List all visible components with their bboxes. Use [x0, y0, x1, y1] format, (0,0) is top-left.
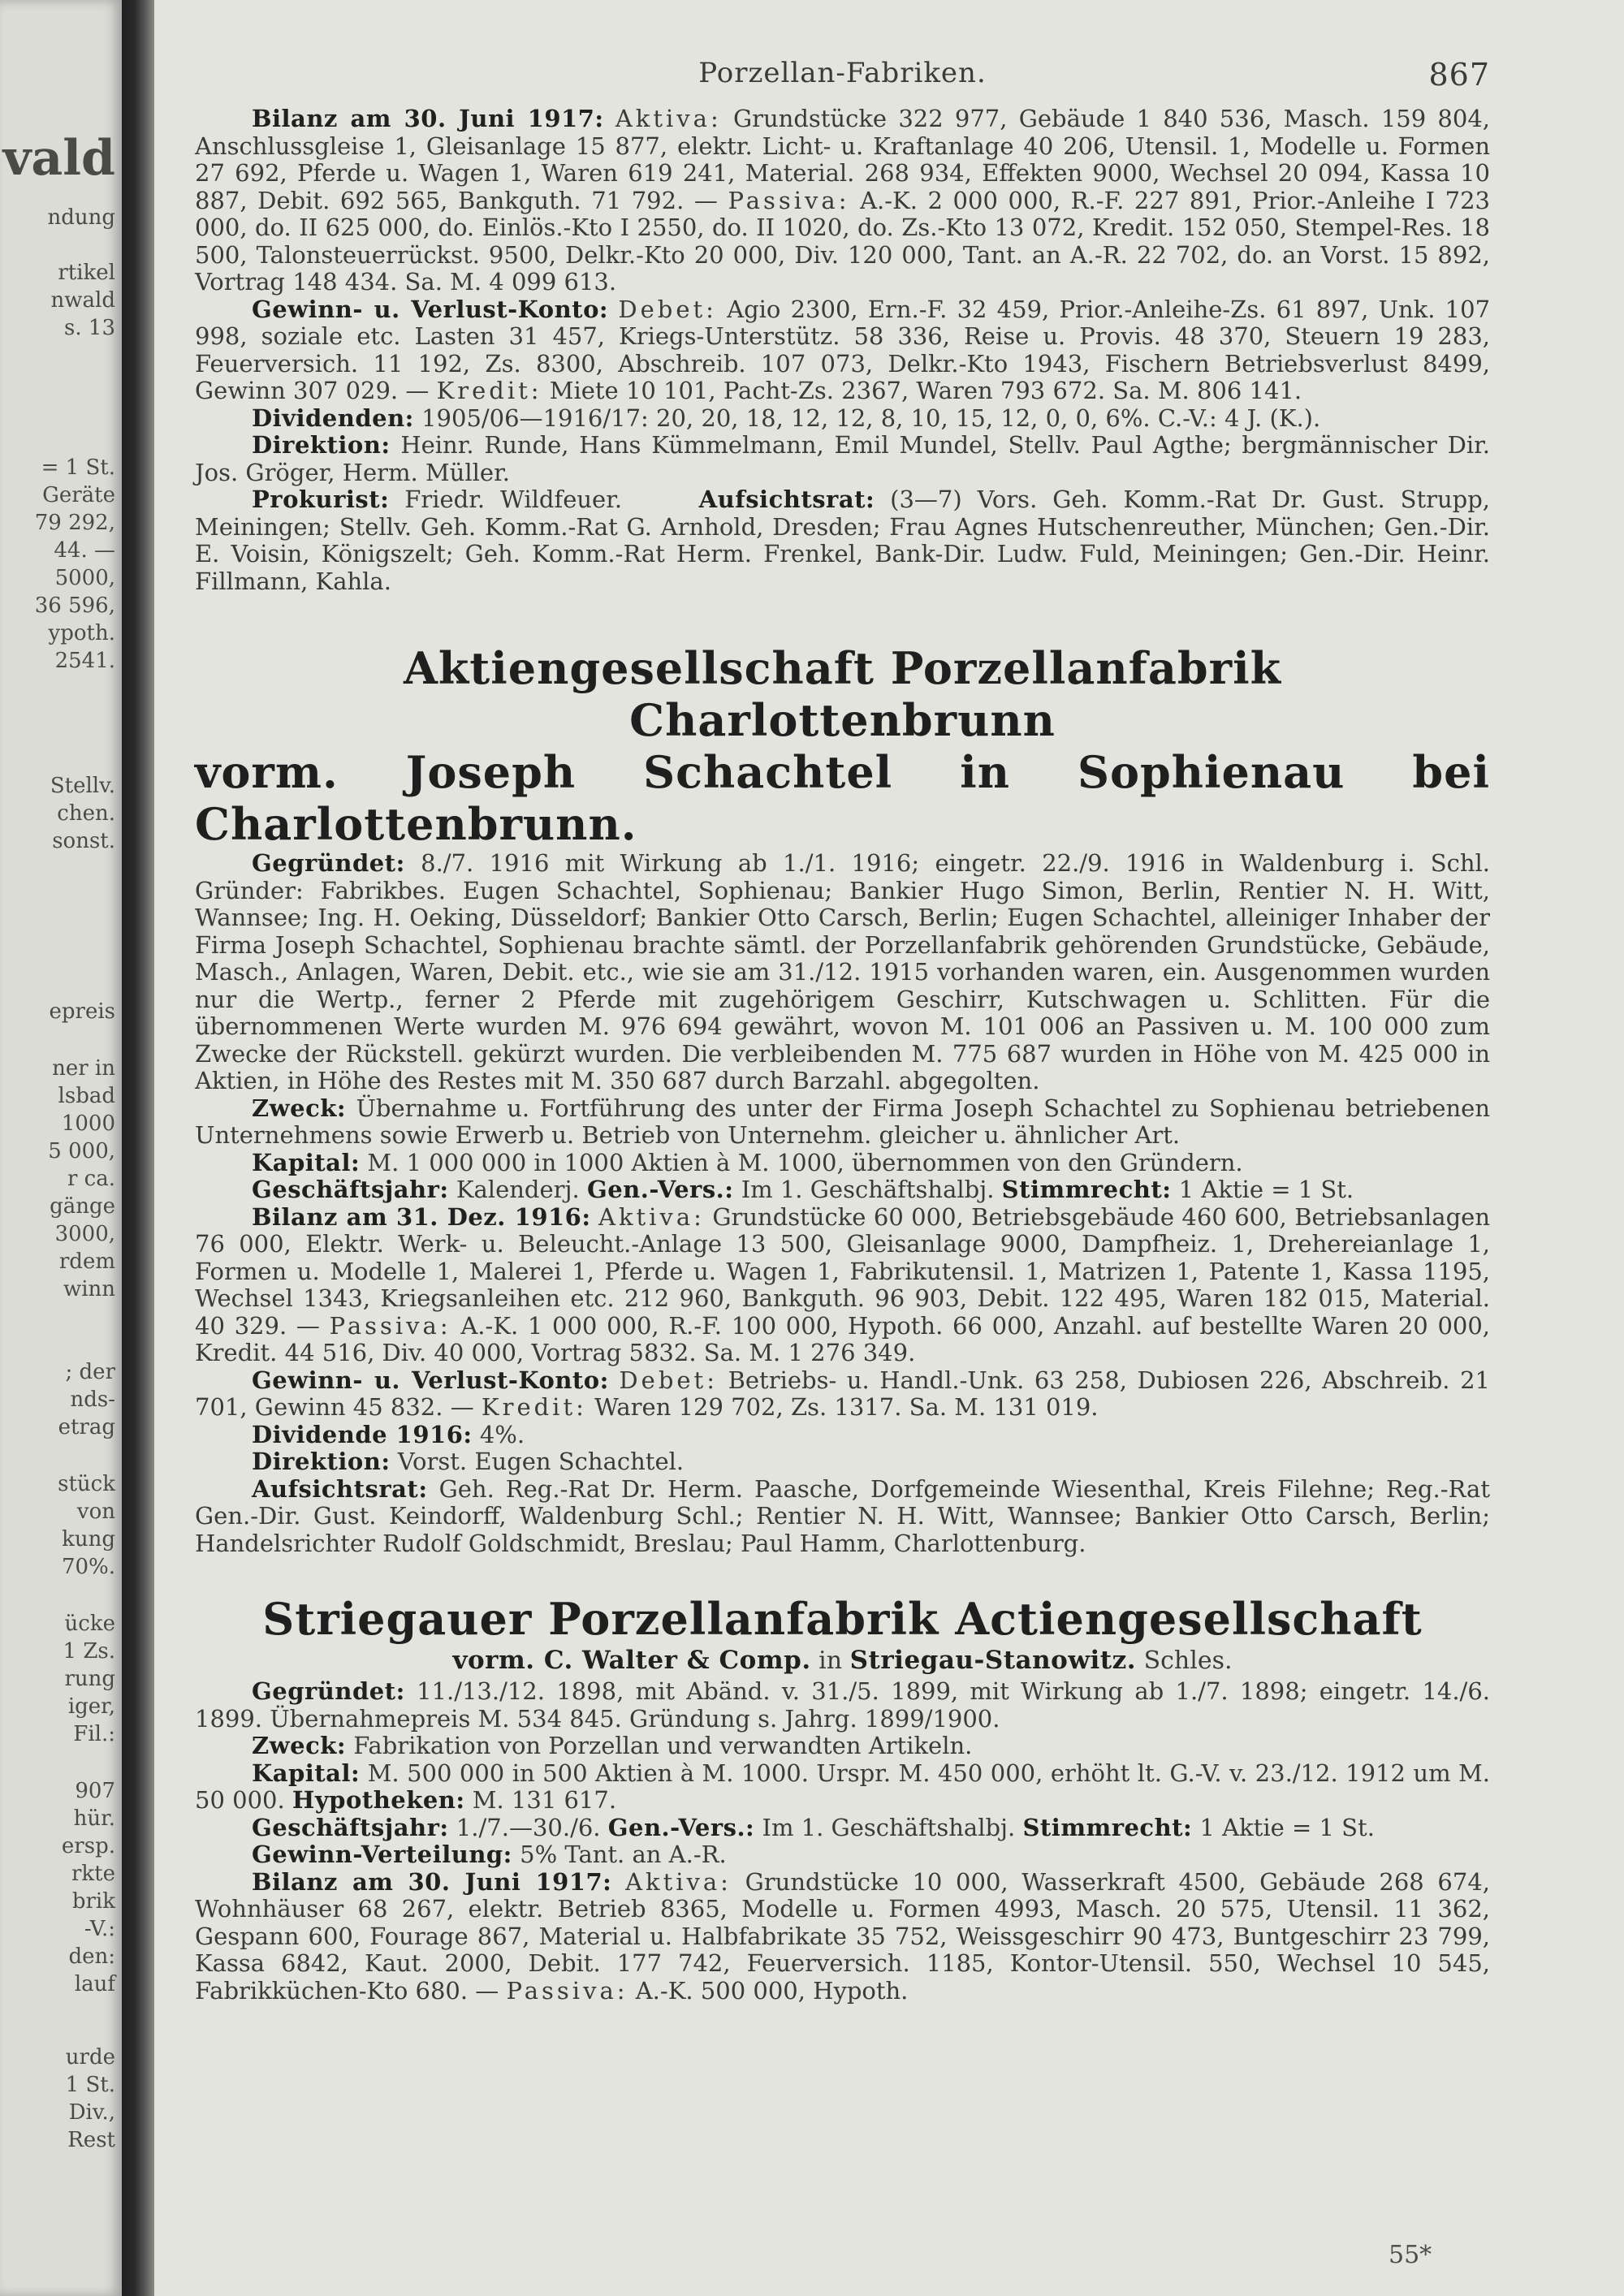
adjacent-page-fragment: rtikel [58, 261, 115, 285]
passiva-text: A.-K. 1 000 000, R.-F. 100 000, Hypoth. 66 000, Anzahl. auf bestellte Waren 20 000, Kredit. 44 516, Div. 40 000, Vortrag 5832. Sa. M. 1 276 349. [195, 1311, 1491, 1366]
running-head-title: Porzellan-Fabriken. [698, 57, 987, 89]
aktiva-label: Aktiva: [615, 105, 722, 132]
founded-text: 8./7. 1916 mit Wirkung ab 1./1. 1916; eingetr. 22./9. 1916 in Waldenburg i. Schl. Gründer: Fabrikbes. Eugen Schachtel, Sophienau; Bankier Hugo Simon, Berlin, Rentier N. H. Witt, Wannsee; Ing. H. Oeking, Düsseldorf; Bankier Otto Carsch, Berlin; Eugen Schachtel, alleiniger Inhaber der Firma Joseph Schachtel, Sophienau brachte sämtl. der Porzellanfabrik gehörenden Grundstücke, Gebäude, Masch., Anlagen, Waren, Debit. etc., wie sie am 31./12. 1915 vorhanden waren, ein. Ausgenommen wurden nur die Wertp., ferner 2 Pferde mit zugehörigem Geschirr, Kutschwagen u. Schlitten. Für die übernommenen Werte wurden M. 976 694 gewährt, wovon M. 101 006 an Passiven u. M. 100 000 zum Zwecke der Rückstell. gekürzt wurden. Die verbleibenden M. 775 687 wurden in Höhe von M. 425 000 in Aktien, in Höhe des Restes mit M. 350 687 durch Barzahl. abgegolten. [195, 849, 1490, 1094]
management-label: Direktion: [252, 1448, 391, 1475]
adjacent-page-fragment: r ca. [67, 1167, 115, 1191]
adjacent-page-fragment: lsbad [58, 1084, 115, 1108]
adjacent-page-fragment: ner in [52, 1056, 115, 1081]
voting-right-label: Stimmrecht: [1001, 1176, 1172, 1203]
adjacent-page-fragment: 3000, [54, 1222, 115, 1246]
kredit-text: Miete 10 101, Pacht-Zs. 2367, Waren 793 672. Sa. M. 806 141. [549, 377, 1302, 404]
voting-right-label: Stimmrecht: [1022, 1813, 1193, 1841]
adjacent-page-fragment: 2541. [54, 649, 115, 673]
adjacent-page-fragment: Rest [67, 2128, 115, 2152]
adjacent-page-fragment: ücke [64, 1612, 115, 1636]
capital-text: M. 1 000 000 in 1000 Aktien à M. 1000, übernommen von den Gründern. [367, 1148, 1243, 1176]
proxy-text: Friedr. Wildfeuer. [404, 486, 623, 513]
passiva-label: Passiva: [329, 1311, 451, 1340]
adjacent-page-fragment: winn [63, 1277, 115, 1301]
adjacent-page-fragment: brik [71, 1889, 115, 1914]
general-meeting-text: Im 1. Geschäftshalbj. [741, 1176, 995, 1203]
adjacent-page-fragment: ndung [47, 205, 115, 230]
general-meeting-text: Im 1. Geschäftshalbj. [762, 1813, 1016, 1841]
dividend-text: 4%. [479, 1420, 525, 1448]
company-subtitle-in: in [818, 1646, 843, 1675]
kredit-text: Waren 129 702, Zs. 1317. Sa. M. 131 019. [594, 1393, 1099, 1421]
management-label: Direktion: [252, 431, 391, 459]
adjacent-page-fragment: nwald [50, 288, 115, 313]
company-entry-charlottenbrunn [195, 642, 1490, 1557]
management-text: Heinr. Runde, Hans Kümmelmann, Emil Mundel, Stellv. Paul Agthe; bergmännischer Dir. Jos. Gröger, Herm. Müller. [195, 431, 1491, 486]
page-content [195, 57, 1490, 2005]
adjacent-page-fragment: s. 13 [64, 316, 115, 340]
adjacent-page-fragment: rkte [71, 1862, 115, 1886]
balance-sheet-paragraph [195, 1869, 1490, 2005]
purpose-text: Übernahme u. Fortführung des unter der Firma Joseph Schachtel zu Sophienau betriebenen Unternehmens sowie Erwerb u. Betrieb von Unternehm. gleicher u. ähnlicher Art. [195, 1094, 1491, 1149]
adjacent-page-fragment: Stellv. [50, 774, 115, 798]
purpose-text: Fabrikation von Porzellan und verwandten Artikeln. [353, 1732, 973, 1759]
founded-paragraph [195, 850, 1490, 1095]
adjacent-page-fragment: 907 [75, 1779, 115, 1803]
passiva-text: A.-K. 500 000, Hypoth. [635, 1976, 909, 2005]
capital-label: Kapital: [252, 1148, 361, 1176]
adjacent-page-fragment: rung [64, 1667, 115, 1691]
adjacent-page-fragment: 1000 [61, 1111, 115, 1136]
company-subtitle [195, 1645, 1490, 1677]
general-meeting-label: Gen.-Vers.: [607, 1813, 755, 1841]
fiscal-year-paragraph [195, 1176, 1490, 1204]
book-gutter [122, 0, 154, 2296]
debet-label: Debet: [619, 1366, 718, 1394]
section-continued-entry [195, 106, 1490, 595]
profit-distribution-text: 5% Tant. an A.-R. [520, 1841, 727, 1868]
adjacent-page-fragment: sonst. [52, 829, 115, 853]
fiscal-year-paragraph [195, 1815, 1490, 1842]
adjacent-page-fragment: ypoth. [48, 621, 115, 645]
adjacent-page-fragment: = 1 St. [41, 455, 115, 480]
dividend-label: Dividende 1916: [252, 1420, 473, 1448]
aktiva-text: Grundstücke 10 000, Wasserkraft 4500, Gebäude 268 674, Wohnhäuser 68 267, elektr. Betrieb 8365, Modelle u. Formen 4993, Masch. 20 575, Utensil. 11 362, Gespann 600, Fourage 867, Material u. Halbfabrikate 35 752, Weissgeschirr 90 473, Buntgeschirr 23 799, Kassa 6842, Kaut. 2000, Debit. 177 742, Feuerversich. 1185, Kontor-Utensil. 550, Wechsel 10 545, Fabrikküchen-Kto 680. — [195, 1867, 1491, 2005]
adjacent-page-fragment: 79 292, [34, 511, 115, 535]
adjacent-page-fragment: von [76, 1500, 115, 1524]
adjacent-page-fragment: 70%. [61, 1555, 115, 1579]
printer-signature-mark: 55* [1389, 2241, 1432, 2269]
dividends-paragraph [195, 405, 1490, 433]
purpose-label: Zweck: [252, 1094, 347, 1122]
company-former-name: vorm. C. Walter & Comp. [452, 1646, 811, 1675]
aktiva-label: Aktiva: [625, 1867, 732, 1896]
adjacent-page-fragment: Geräte [42, 483, 115, 507]
founded-paragraph [195, 1678, 1490, 1733]
profit-distribution-paragraph [195, 1841, 1490, 1869]
adjacent-page-fragment: lauf [74, 1972, 115, 1996]
mortgages-text: M. 131 617. [472, 1786, 617, 1814]
adjacent-page-strip [0, 0, 122, 2296]
adjacent-page-fragment: ; der [65, 1360, 115, 1384]
proxy-board-paragraph [195, 486, 1490, 595]
balance-label: Bilanz am 30. Juni 1917: [252, 105, 604, 132]
adjacent-page-fragment: Div., [68, 2100, 115, 2125]
passiva-label: Passiva: [728, 186, 850, 214]
adjacent-page-fragment: hür. [73, 1806, 115, 1831]
debet-text: Betriebs- u. Handl.-Unk. 63 258, Dubiosen 226, Abschreib. 21 701, Gewinn 45 832. — [195, 1366, 1490, 1421]
purpose-paragraph [195, 1095, 1490, 1150]
aktiva-text: Grundstücke 322 977, Gebäude 1 840 536, Masch. 159 804, Anschlussgleise 1, Gleisanlage 15 877, elektr. Licht- u. Kraftanlage 40 206, Utensil. 1, Modelle u. Formen 27 692, Pferde u. Wagen 1, Waren 619 241, Material. 268 934, Effekten 9000, Wechsel 20 094, Kassa 10 887, Debit. 692 565, Bankguth. 71 792. — [195, 105, 1490, 214]
adjacent-page-fragment: rdem [58, 1249, 115, 1274]
profit-loss-paragraph [195, 296, 1490, 405]
passiva-label: Passiva: [506, 1976, 628, 2005]
adjacent-page-fragment: Fil.: [73, 1722, 115, 1746]
kredit-label: Kredit: [481, 1393, 587, 1421]
capital-text: M. 500 000 in 500 Aktien à M. 1000. Urspr. M. 450 000, erhöht lt. G.-V. v. 23./12. 1912 um M. 50 000. [195, 1759, 1490, 1814]
adjacent-page-fragment: nds- [70, 1388, 115, 1412]
profit-loss-paragraph [195, 1367, 1490, 1422]
adjacent-page-fragment: kung [62, 1527, 115, 1552]
fiscal-year-text: Kalenderj. [456, 1176, 580, 1203]
adjacent-page-fragment: 36 596, [34, 593, 115, 618]
aktiva-label: Aktiva: [598, 1202, 705, 1231]
adjacent-page-fragment: gänge [50, 1194, 115, 1219]
balance-label: Bilanz am 30. Juni 1917: [252, 1867, 612, 1896]
company-title-line2: vorm. Joseph Schachtel in Sophienau bei Charlottenbrunn. [195, 746, 1490, 850]
fiscal-year-text: 1./7.—30./6. [456, 1813, 601, 1841]
profit-distribution-label: Gewinn-Verteilung: [252, 1841, 512, 1868]
supervisory-board-text: (3—7) Vors. Geh. Komm.-Rat Dr. Gust. Strupp, Meiningen; Stellv. Geh. Komm.-Rat G. Arnhold, Dresden; Frau Agnes Hutschenreuther, München; Gen.-Dir. E. Voisin, Königszelt; Geh. Komm.-Rat Herm. Frenkel, Bank-Dir. Ludw. Fuld, Meiningen; Gen.-Dir. Heinr. Fillmann, Kahla. [195, 486, 1491, 595]
fiscal-year-label: Geschäftsjahr: [252, 1176, 449, 1203]
company-title-line1: Aktiengesellschaft Porzellanfabrik Charlottenbrunn [403, 642, 1282, 746]
kredit-label: Kredit: [436, 377, 542, 404]
company-location: Striegau-Stanowitz. [849, 1646, 1137, 1675]
balance-sheet-paragraph [195, 1204, 1490, 1367]
balance-label: Bilanz am 31. Dez. 1916: [252, 1202, 591, 1231]
founded-label: Gegründet: [252, 849, 405, 877]
management-text: Vorst. Eugen Schachtel. [397, 1448, 685, 1475]
adjacent-page-fragment: den: [68, 1944, 115, 1969]
adjacent-page-fragment: iger, [67, 1694, 115, 1719]
adjacent-page-fragment: urde [65, 2045, 115, 2069]
running-head [195, 57, 1490, 106]
company-title: Striegauer Porzellanfabrik Actiengesellschaft [262, 1593, 1423, 1645]
adjacent-page-fragment: epreis [49, 999, 115, 1024]
adjacent-page-fragment: -V.: [84, 1917, 115, 1941]
capital-paragraph [195, 1150, 1490, 1177]
capital-label: Kapital: [252, 1759, 361, 1787]
debet-text: Agio 2300, Ern.-F. 32 459, Prior.-Anleihe-Zs. 61 897, Unk. 107 998, soziale etc. Lasten 31 457, Kriegs-Unterstütz. 58 336, Reise u. Provis. 48 370, Steuern 19 283, Feuerversich. 11 192, Zs. 8300, Abschreib. 107 073, Delkr.-Kto 1943, Fischern Betriebsverlust 8499, Gewinn 307 029. — [195, 295, 1491, 404]
passiva-text: A.-K. 2 000 000, R.-F. 227 891, Prior.-Anleihe I 723 000, do. II 625 000, do. Einlös.-Kto I 2550, do. II 1020, do. Zs.-Kto 13 072, Kredit. 152 050, Stempel-Res. 18 500, Talonsteuerrückst. 9500, Delkr.-Kto 20 000, Div. 120 000, Tant. an A.-R. 22 702, do. an Vorst. 15 892, Vortrag 148 434. Sa. M. 4 099 613. [195, 186, 1490, 296]
adjacent-page-fragment: 1 St. [65, 2073, 115, 2097]
document-page [154, 0, 1624, 2296]
purpose-label: Zweck: [252, 1732, 347, 1759]
adjacent-page-fragment: 5 000, [48, 1139, 115, 1163]
profit-loss-label: Gewinn- u. Verlust-Konto: [252, 1366, 609, 1394]
adjacent-page-fragment: 1 Zs. [63, 1639, 115, 1664]
adjacent-page-fragment: chen. [57, 801, 115, 826]
purpose-paragraph [195, 1733, 1490, 1760]
supervisory-board-label: Aufsichtsrat: [698, 486, 875, 513]
dividends-label: Dividenden: [252, 404, 414, 432]
debet-label: Debet: [618, 295, 717, 323]
founded-text: 11./13./12. 1898, mit Abänd. v. 31./5. 1899, mit Wirkung ab 1./7. 1898; eingetr. 14./6. 1899. Übernahmepreis M. 534 845. Gründung s. Jahrg. 1899/1900. [195, 1677, 1490, 1733]
management-paragraph [195, 432, 1490, 486]
adjacent-page-fragment: etrag [58, 1415, 115, 1439]
supervisory-board-text: Geh. Reg.-Rat Dr. Herm. Paasche, Dorfgemeinde Wiesenthal, Kreis Filehne; Reg.-Rat Gen.-Dir. Gust. Keindorff, Waldenburg Schl.; Rentier N. H. Witt, Wannsee; Bankier Otto Carsch, Berlin; Handelsrichter Rudolf Goldschmidt, Breslau; Paul Hamm, Charlottenburg. [195, 1474, 1490, 1557]
general-meeting-label: Gen.-Vers.: [586, 1176, 734, 1203]
aktiva-text: Grundstücke 60 000, Betriebsgebäude 460 600, Betriebsanlagen 76 000, Elektr. Werk- u. Beleucht.-Anlage 13 500, Gleisanlage 9000, Dampfheiz. 1, Drehereianlage 1, Formen u. Modelle 1, Malerei 1, Pferde u. Wagen 1, Fabrikutensil. 1, Matrizen 1, Patente 1, Kassa 1195, Wechsel 1343, Kriegsanleihen etc. 212 960, Bankguth. 96 903, Debit. 122 495, Waren 182 015, Material. 40 329. — [195, 1202, 1490, 1340]
proxy-label: Prokurist: [252, 486, 390, 513]
page-number: 867 [1428, 57, 1490, 93]
adjacent-page-fragment: 44. — [54, 538, 115, 563]
dividends-text: 1905/06—1916/17: 20, 20, 18, 12, 12, 8, 10, 15, 12, 0, 0, 6%. C.-V.: 4 J. (K.). [421, 404, 1321, 432]
mortgages-label: Hypotheken: [292, 1786, 465, 1814]
supervisory-board-paragraph [195, 1476, 1490, 1558]
management-paragraph [195, 1448, 1490, 1476]
adjacent-page-fragment: 5000, [54, 566, 115, 590]
profit-loss-label: Gewinn- u. Verlust-Konto: [252, 295, 609, 323]
fiscal-year-label: Geschäftsjahr: [252, 1813, 449, 1841]
adjacent-page-fragment: stück [58, 1472, 115, 1496]
balance-sheet-paragraph [195, 106, 1490, 296]
adjacent-page-fragment: ersp. [61, 1834, 115, 1858]
dividend-paragraph [195, 1422, 1490, 1449]
founded-label: Gegründet: [252, 1677, 405, 1705]
company-region: Schles. [1143, 1646, 1233, 1675]
company-entry-striegau [195, 1593, 1490, 2005]
voting-right-text: 1 Aktie = 1 St. [1178, 1176, 1354, 1203]
adjacent-page-fragment: vald [2, 130, 115, 187]
capital-paragraph [195, 1760, 1490, 1815]
supervisory-board-label: Aufsichtsrat: [252, 1474, 428, 1503]
voting-right-text: 1 Aktie = 1 St. [1199, 1813, 1375, 1841]
